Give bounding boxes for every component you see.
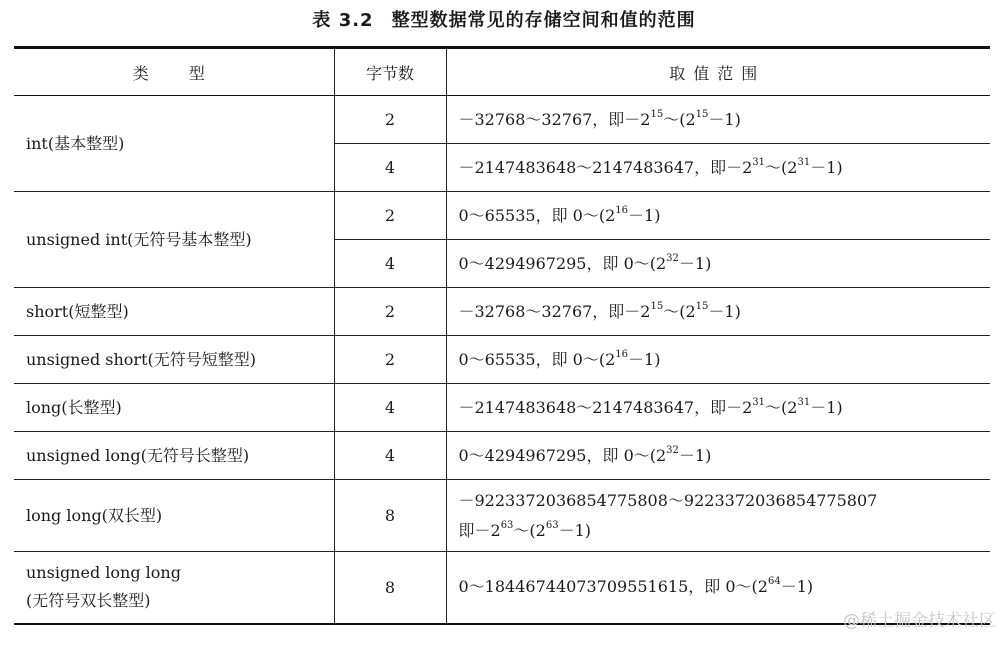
- range-cell: －32768～32767，即$-2^{15}\sim(2^{15}-1)$: [446, 96, 990, 144]
- bytes-cell: 2: [334, 336, 446, 384]
- bytes-cell: 4: [334, 144, 446, 192]
- bytes-cell: 2: [334, 96, 446, 144]
- header-type: 类型: [14, 48, 334, 96]
- range-cell: －2147483648～2147483647，即$-2^{31}\sim(2^{31}-1)$: [446, 384, 990, 432]
- bytes-cell: 4: [334, 384, 446, 432]
- bytes-cell: 8: [334, 552, 446, 624]
- type-cell: unsigned short(无符号短整型): [14, 336, 334, 384]
- range-cell: 0～4294967295，即 $0\sim(2^{32}-1)$: [446, 240, 990, 288]
- range-cell: －2147483648～2147483647，即$-2^{31}\sim(2^{31}-1)$: [446, 144, 990, 192]
- table-title: 整型数据常见的存储空间和值的范围: [391, 10, 696, 31]
- table-row: [14, 288, 990, 336]
- type-cell: unsigned int(无符号基本整型): [14, 192, 334, 288]
- bytes-cell: 4: [334, 432, 446, 480]
- bytes-cell: 2: [334, 192, 446, 240]
- type-cell: short(短整型): [14, 288, 334, 336]
- range-cell: 0～65535，即 $0\sim(2^{16}-1)$: [446, 336, 990, 384]
- type-cell: int(基本整型): [14, 96, 334, 192]
- type-cell: long(长整型): [14, 384, 334, 432]
- bytes-cell: 2: [334, 288, 446, 336]
- range-cell: 0～18446744073709551615，即 $0\sim(2^{64}-1)$: [446, 552, 990, 624]
- range-cell: 0～4294967295，即 $0\sim(2^{32}-1)$: [446, 432, 990, 480]
- header-bytes: 字节数: [334, 48, 446, 96]
- header-range: 取值范围: [446, 48, 990, 96]
- type-cell: unsigned long(无符号长整型): [14, 432, 334, 480]
- integer-types-table: [14, 46, 990, 625]
- table-row: [14, 192, 990, 240]
- table-row: [14, 480, 990, 552]
- range-cell: －32768～32767，即$-2^{15}\sim(2^{15}-1)$: [446, 288, 990, 336]
- header-row: [14, 48, 990, 96]
- type-cell: long long(双长型): [14, 480, 334, 552]
- type-cell: unsigned long long (无符号双长整型): [14, 552, 334, 624]
- table-number: 表 3.2: [312, 10, 374, 31]
- table-row: [14, 384, 990, 432]
- table-caption: [0, 6, 1008, 32]
- range-cell: －9223372036854775808～9223372036854775807 即$-2^{63}\sim(2^{63}-1)$: [446, 480, 990, 552]
- bytes-cell: 4: [334, 240, 446, 288]
- watermark: @稀土掘金技术社区: [843, 611, 996, 631]
- table-row: [14, 432, 990, 480]
- bytes-cell: 8: [334, 480, 446, 552]
- table-row: [14, 96, 990, 144]
- table-row: [14, 336, 990, 384]
- range-cell: 0～65535，即 $0\sim(2^{16}-1)$: [446, 192, 990, 240]
